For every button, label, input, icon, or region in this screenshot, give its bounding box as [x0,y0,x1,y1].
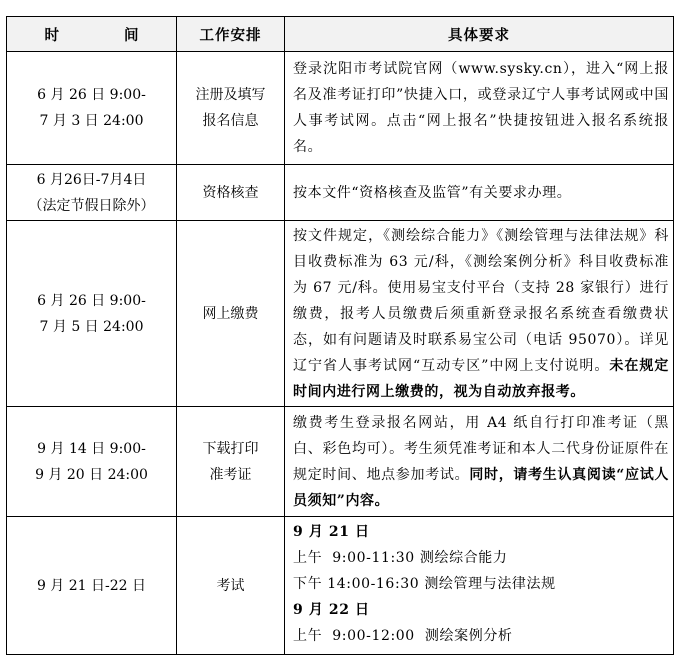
table-row [7,407,674,517]
row-task [177,407,285,517]
header-time: 时 间 [7,17,177,52]
time-line: 7 月 3 日 24:00 [39,113,144,129]
time-line: 6 月 26 日 9:00- [37,292,146,309]
requirement-text: 缴费考生登录报名网站，用 A4 纸自行打印准考证（黑白、彩色均可）。考生须凭准考证和本人二代身份证原件在规定时间、地点参加考试。 [293,414,669,483]
schedule-item: 上午 9:00-11:30 测绘综合能力 [293,550,508,566]
schedule-item: 下午 14:00-16:30 测绘管理与法律法规 [293,576,556,592]
table-row [7,52,674,165]
task-line: 考试 [216,577,245,594]
task-line: 网上缴费 [202,305,259,322]
row-requirement [285,165,674,221]
table-row [7,165,674,221]
table-row [7,517,674,655]
time-line: 9 月 14 日 9:00- [37,440,146,457]
row-requirement [285,517,674,655]
table-header-row [7,17,674,52]
task-line: 报名信息 [202,113,259,129]
row-requirement [285,407,674,517]
row-requirement [285,52,674,165]
requirement-text: 按文件规定，《测绘综合能力》《测绘管理与法律法规》科目收费标准为 63 元/科，《测绘案例分析》科目收费标准为 67 元/科。使用易宝支付平台（支持 28 家银行）进行缴费，报考人员缴费后须重新登录报名系统查看缴费状态，如有问题请及时联系易宝公司（电话 95070）。详见辽宁省人事考试网“互动专区”中网上支付说明。 [293,227,669,374]
requirement-notice: 同时，请考生认真阅读“应试人员须知”内容。 [293,466,669,509]
schedule-table [6,16,674,655]
row-task [177,517,285,655]
time-line: 6 月 26 日 9:00- [37,87,146,103]
table-row [7,221,674,407]
requirement-paragraph [293,223,669,405]
row-task [177,165,285,221]
row-requirement [285,221,674,407]
task-line: 准考证 [209,466,252,483]
header-task: 工作安排 [177,17,285,52]
row-time [7,407,177,517]
requirement-paragraph [293,410,669,514]
requirement-text: 登录沈阳市考试院官网（www.sysky.cn），进入“网上报名及准考证打印”快捷入口，或登录辽宁人事考试网或中国人事考试网。点击“网上报名”快捷按钮进入报名系统报名。 [293,61,669,155]
time-line: （法定节假日除外） [28,197,155,214]
requirement-text: 按本文件“资格核查及监管”有关要求办理。 [293,184,572,201]
schedule-item: 上午 9:00-12:00 测绘案例分析 [293,628,513,644]
row-time [7,221,177,407]
row-time [7,517,177,655]
schedule-day: 9 月 22 日 [293,602,370,618]
time-line: 6 月26日-7月4日 [36,171,147,188]
schedule-day: 9 月 21 日 [293,524,370,540]
row-task [177,221,285,407]
task-line: 下载打印 [202,440,259,457]
requirement-warning: 未在规定时间内进行网上缴费的，视为自动放弃报考。 [293,357,669,400]
time-line: 9 月 20 日 24:00 [35,466,148,483]
time-line: 7 月 5 日 24:00 [39,318,144,335]
row-time [7,52,177,165]
row-time [7,165,177,221]
task-line: 资格核查 [202,184,259,201]
time-line: 9 月 21 日-22 日 [36,577,147,594]
row-task [177,52,285,165]
task-line: 注册及填写 [195,87,266,103]
header-requirement: 具体要求 [285,17,674,52]
